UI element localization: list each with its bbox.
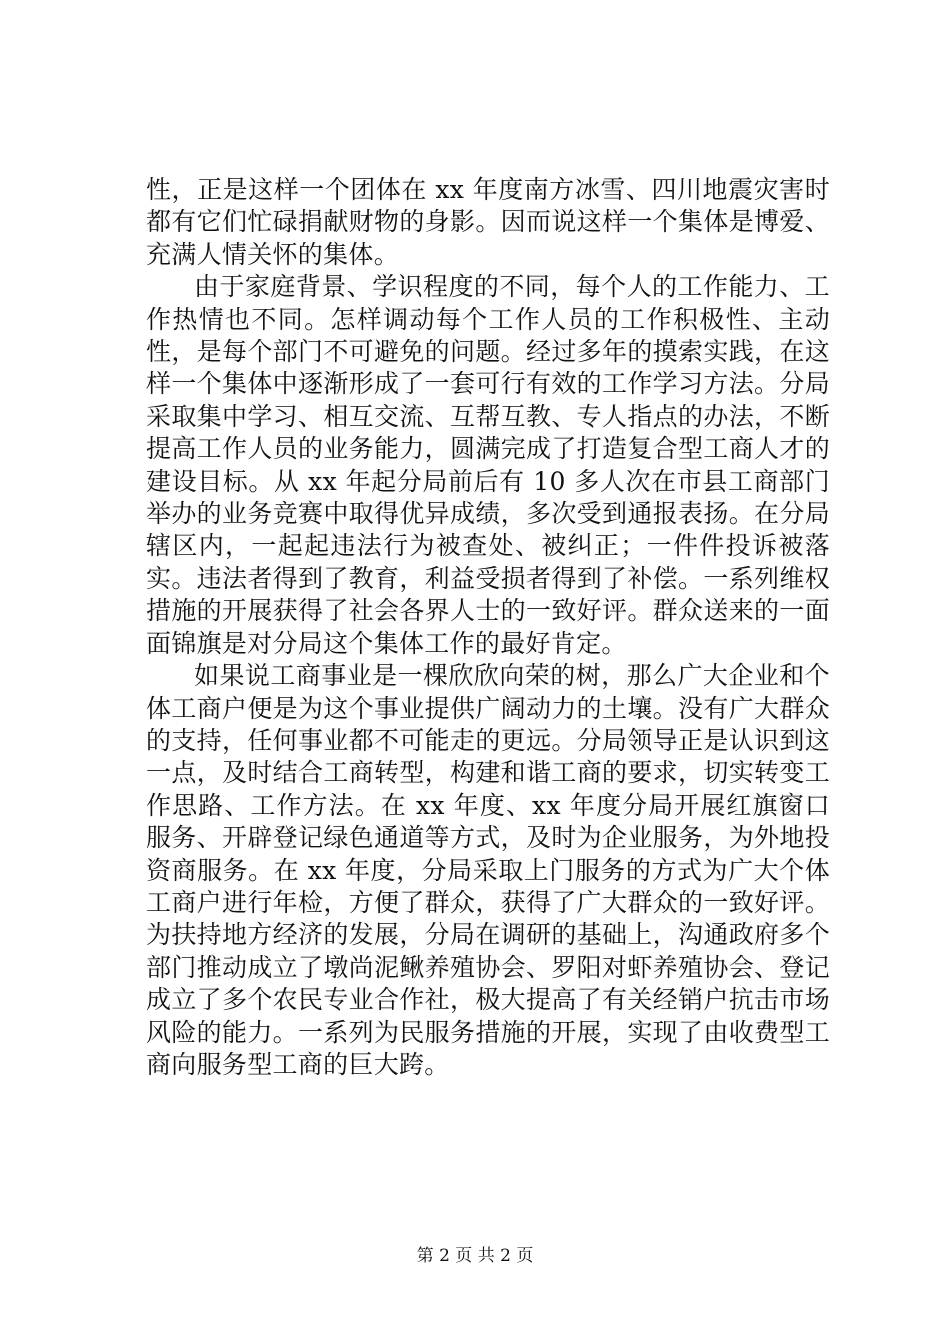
paragraph-2: 由于家庭背景、学识程度的不同，每个人的工作能力、工作热情也不同。怎样调动每个工作人员的工作积极性、主动性，是每个部门不可避免的问题。经过多年的摸索实践，在这样一个集体中逐渐形成了一套可行有效的工作学习方法。分局采取集中学习、相互交流、互帮互教、专人指点的办法，不断提高工作人员的业务能力，圆满完成了打造复合型工商人才的建设目标。从 xx 年起分局前后有 10 多人次在市县工商部门举办的业务竞赛中取得优异成绩，多次受到通报表扬。在分局辖区内，一起起违法行为被查处、被纠正；一件件投诉被落实。违法者得到了教育，利益受损者得到了补偿。一系列维权措施的开展获得了社会各界人士的一致好评。群众送来的一面面锦旗是对分局这个集体工作的最好肯定。 — [146, 272, 830, 658]
paragraph-1: 性，正是这样一个团体在 xx 年度南方冰雪、四川地震灾害时都有它们忙碌捐献财物的身影。因而说这样一个集体是博爱、充满人情关怀的集体。 — [146, 175, 830, 269]
paragraph-3: 如果说工商事业是一棵欣欣向荣的树，那么广大企业和个体工商户便是为这个事业提供广阔动力的土壤。没有广大群众的支持，任何事业都不可能走的更远。分局领导正是认识到这一点，及时结合工商转型，构建和谐工商的要求，切实转变工作思路、工作方法。在 xx 年度、xx 年度分局开展红旗窗口服务、开辟登记绿色通道等方式，及时为企业服务，为外地投资商服务。在 xx 年度，分局采取上门服务的方式为广大个体工商户进行年检，方便了群众，获得了广大群众的一致好评。为扶持地方经济的发展，分局在调研的基础上，沟通政府多个部门推动成立了墩尚泥鳅养殖协会、罗阳对虾养殖协会、登记成立了多个农民专业合作社，极大提高了有关经销户抗击市场风险的能力。一系列为民服务措施的开展，实现了由收费型工商向服务型工商的巨大跨。 — [146, 661, 830, 1079]
page-footer: 第 2 页 共 2 页 — [416, 1246, 534, 1266]
document-body — [146, 174, 830, 1081]
